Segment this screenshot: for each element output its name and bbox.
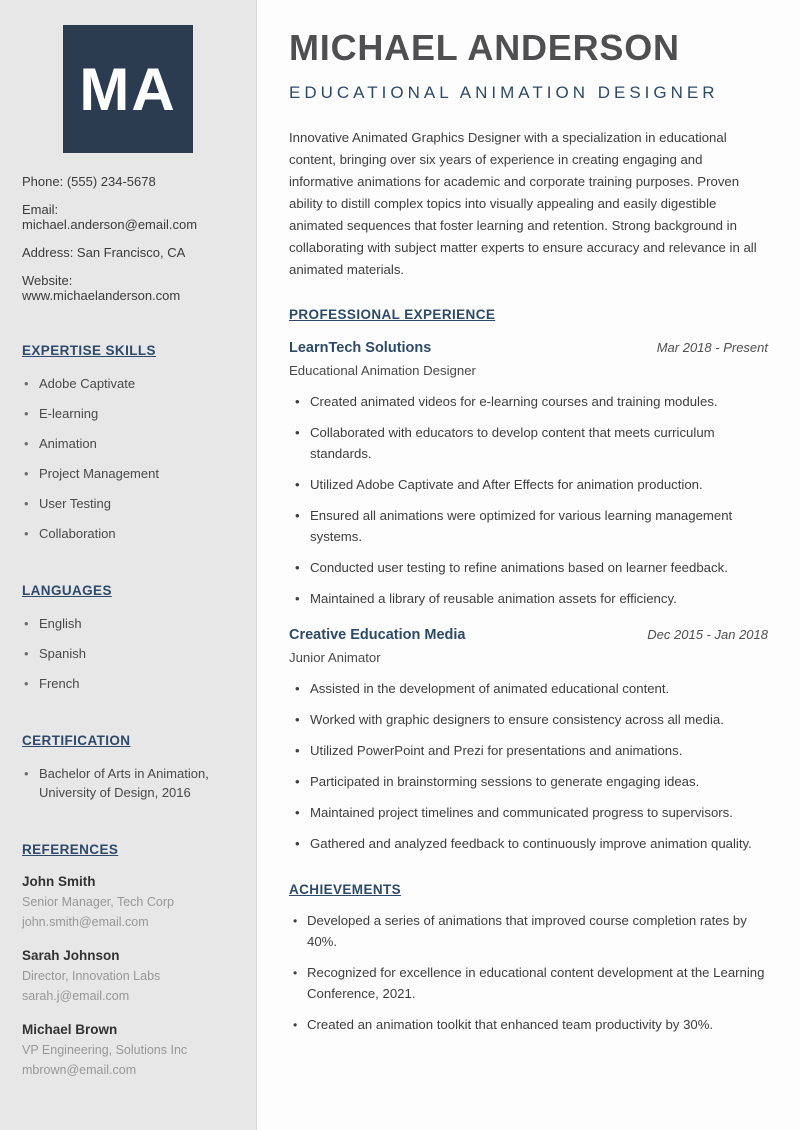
skills-list bbox=[22, 374, 234, 543]
job-dates: Dec 2015 - Jan 2018 bbox=[647, 627, 768, 642]
certification-heading: CERTIFICATION bbox=[22, 733, 131, 748]
reference-entry bbox=[22, 948, 234, 1005]
reference-email: john.smith@email.com bbox=[22, 915, 149, 929]
job-bullet-list bbox=[289, 391, 768, 609]
reference-title: Director, Innovation Labs bbox=[22, 969, 161, 983]
job-role: Educational Animation Designer bbox=[289, 363, 476, 378]
skill-item: • Animation bbox=[22, 434, 234, 453]
job-bullet: • Collaborated with educators to develop content that meets curriculum standards. bbox=[289, 422, 768, 464]
reference-name: Sarah Johnson bbox=[22, 948, 120, 963]
achievement-item: • Created an animation toolkit that enhanced team productivity by 30%. bbox=[289, 1014, 768, 1035]
reference-title: Senior Manager, Tech Corp bbox=[22, 895, 174, 909]
monogram-text: MA bbox=[79, 55, 177, 123]
job-bullet: • Maintained project timelines and communicated progress to supervisors. bbox=[289, 802, 768, 823]
achievements-section-heading: ACHIEVEMENTS bbox=[289, 882, 402, 897]
job-bullet: • Utilized Adobe Captivate and After Effects for animation production. bbox=[289, 474, 768, 495]
job-bullet: • Conducted user testing to refine animations based on learner feedback. bbox=[289, 557, 768, 578]
job-entry bbox=[289, 340, 768, 609]
reference-entry bbox=[22, 874, 234, 931]
job-bullet: • Participated in brainstorming sessions to generate engaging ideas. bbox=[289, 771, 768, 792]
job-bullet-list bbox=[289, 678, 768, 854]
company-name: Creative Education Media bbox=[289, 627, 466, 643]
certification-list bbox=[22, 764, 234, 802]
job-bullet: • Assisted in the development of animated educational content. bbox=[289, 678, 768, 699]
reference-email: sarah.j@email.com bbox=[22, 989, 130, 1003]
job-bullet: • Gathered and analyzed feedback to continuously improve animation quality. bbox=[289, 833, 768, 854]
language-item: • Spanish bbox=[22, 644, 234, 663]
reference-name: Michael Brown bbox=[22, 1022, 118, 1037]
languages-heading: LANGUAGES bbox=[22, 583, 112, 598]
skills-heading: EXPERTISE SKILLS bbox=[22, 343, 156, 358]
job-header bbox=[289, 627, 768, 643]
job-entry bbox=[289, 627, 768, 854]
job-bullet: • Worked with graphic designers to ensure consistency across all media. bbox=[289, 709, 768, 730]
contact-info bbox=[22, 174, 234, 303]
skill-item: • E-learning bbox=[22, 404, 234, 423]
skill-item: • Collaboration bbox=[22, 524, 234, 543]
skill-item: • User Testing bbox=[22, 494, 234, 513]
contact-address: Address: San Francisco, CA bbox=[22, 245, 186, 260]
languages-list bbox=[22, 614, 234, 693]
reference-entry bbox=[22, 1022, 234, 1079]
achievement-item: • Recognized for excellence in educational content development at the Learning Conference, 2021. bbox=[289, 962, 768, 1004]
reference-name: John Smith bbox=[22, 874, 96, 889]
main-content bbox=[258, 0, 800, 1035]
job-bullet: • Ensured all animations were optimized for various learning management systems. bbox=[289, 505, 768, 547]
language-item: • French bbox=[22, 674, 234, 693]
job-bullet: • Created animated videos for e-learning courses and training modules. bbox=[289, 391, 768, 412]
certification-item: • Bachelor of Arts in Animation, University of Design, 2016 bbox=[22, 764, 234, 802]
job-dates: Mar 2018 - Present bbox=[656, 340, 768, 355]
references-heading: REFERENCES bbox=[22, 842, 119, 857]
skill-item: • Project Management bbox=[22, 464, 234, 483]
language-item: • English bbox=[22, 614, 234, 633]
skill-item: • Adobe Captivate bbox=[22, 374, 234, 393]
job-bullet: • Utilized PowerPoint and Prezi for presentations and animations. bbox=[289, 740, 768, 761]
job-header bbox=[289, 340, 768, 356]
contact-phone: Phone: (555) 234-5678 bbox=[22, 174, 156, 189]
company-name: LearnTech Solutions bbox=[289, 340, 432, 356]
experience-section-heading: PROFESSIONAL EXPERIENCE bbox=[289, 307, 496, 322]
sidebar bbox=[0, 0, 257, 1130]
job-bullet: • Maintained a library of reusable animation assets for efficiency. bbox=[289, 588, 768, 609]
contact-email: Email: michael.anderson@email.com bbox=[22, 202, 198, 232]
person-job-title: EDUCATIONAL ANIMATION DESIGNER bbox=[289, 83, 719, 102]
achievements-list bbox=[289, 910, 768, 1035]
summary-paragraph: Innovative Animated Graphics Designer with a specialization in educational content, bringing over six years of experience in creating engaging and informative animations for academic and corporate training purposes. Proven ability to distill complex topics into visually appealing and easily digestible animated sequences that foster learning and retention. Strong background in collaborating with subject matter experts to ensure accuracy and relevance in all animated materials. bbox=[289, 130, 757, 277]
achievement-item: • Developed a series of animations that improved course completion rates by 40%. bbox=[289, 910, 768, 952]
contact-website: Website: www.michaelanderson.com bbox=[22, 273, 181, 303]
reference-title: VP Engineering, Solutions Inc bbox=[22, 1043, 188, 1057]
monogram-badge bbox=[63, 25, 193, 153]
reference-email: mbrown@email.com bbox=[22, 1063, 137, 1077]
person-name-heading: MICHAEL ANDERSON bbox=[289, 27, 680, 68]
job-role: Junior Animator bbox=[289, 650, 381, 665]
